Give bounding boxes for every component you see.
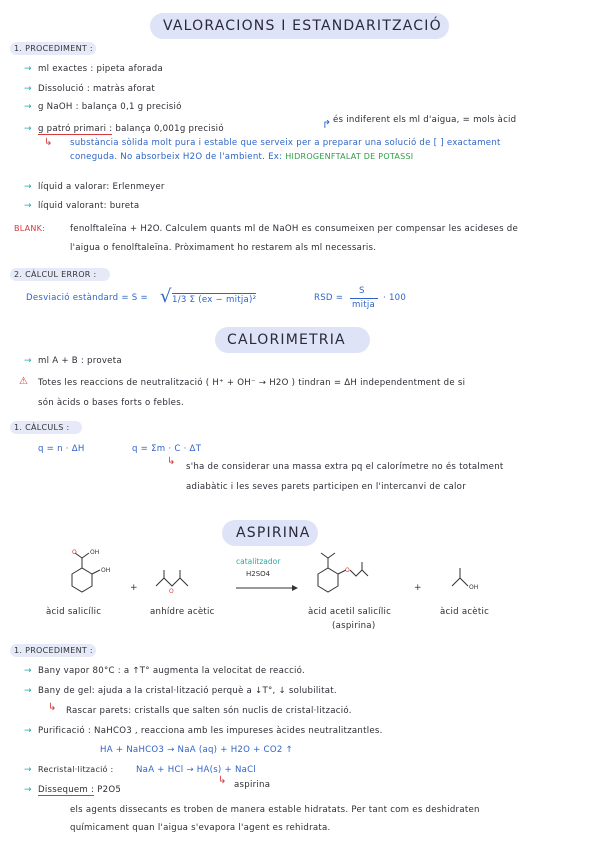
- arrow-right-icon: →: [24, 64, 32, 74]
- sub-item: Rascar parets: cristalls que salten són nuclis de cristal·lització.: [66, 706, 352, 716]
- note-line: els agents dissecants es troben de manera estable hidratats. Per tant com es deshidraten: [70, 805, 480, 815]
- blank-label: BLANK:: [14, 224, 46, 233]
- side-note: és indiferent els ml d'aigua, = mols àcid: [333, 115, 517, 125]
- list-item: líquid a valorar: Erlenmeyer: [38, 182, 165, 192]
- reaction-scheme: [0, 548, 599, 614]
- page-title-aspirina: ASPIRINA: [236, 525, 311, 541]
- warning-icon: ⚠: [19, 376, 28, 387]
- list-item: ml A + B : proveta: [38, 356, 122, 366]
- blank-text: l'aigua o fenolftaleïna. Pròximament ho restarem als ml necessaris.: [70, 243, 377, 253]
- blank-text: fenolftaleïna + H2O. Calculem quants ml de NaOH es consumeixen per compensar les acideses de: [70, 224, 519, 234]
- fraction-bar: [350, 298, 378, 299]
- hook-arrow-icon: ↳: [44, 137, 53, 148]
- rsd-numerator: S: [359, 286, 365, 296]
- arrow-right-icon: →: [24, 124, 32, 134]
- note-line: s'ha de considerar una massa extra pq el calorímetre no és totalment: [186, 462, 504, 472]
- list-item: ml exactes : pipeta aforada: [38, 64, 163, 74]
- list-item: líquid valorant: bureta: [38, 201, 140, 211]
- note-line: són àcids o bases forts o febles.: [38, 398, 184, 408]
- arrow-right-icon: →: [24, 726, 32, 736]
- product-label: àcid acetil salicílic: [308, 607, 392, 617]
- page-title-valoracions: VALORACIONS I ESTANDARITZACIÓ: [163, 18, 442, 34]
- list-item: [38, 785, 121, 795]
- page-title-calorimetria: CALORIMETRIA: [227, 332, 346, 348]
- section-heading-procediment: 1. PROCEDIMENT :: [14, 44, 93, 53]
- note-line: químicament quan l'aigua s'evapora l'agent es rehidrata.: [70, 823, 331, 833]
- plus-sign: +: [414, 583, 422, 593]
- std-dev-formula: 1/3 Σ (ex − mitja)²: [172, 295, 257, 305]
- definition-text: coneguda. No absorbeix H2O de l'ambient. Ex:: [70, 152, 283, 162]
- list-item: Bany de gel: ajuda a la cristal·lització perquè a ↓T°, ↓ solubilitat.: [38, 686, 337, 696]
- arrow-right-icon: →: [24, 84, 32, 94]
- rsd-label: RSD =: [314, 293, 344, 303]
- definition-example: HIDROGENFTALAT DE POTASSI: [285, 152, 414, 161]
- arrow-right-icon: →: [24, 102, 32, 112]
- patro-primari-label: g patró primari :: [38, 124, 113, 134]
- oh-label: OH: [469, 584, 479, 591]
- patro-primari-value: balança 0,001g precisió: [115, 124, 224, 134]
- definition-line: [70, 152, 413, 162]
- hook-arrow-icon: ↱: [322, 118, 332, 131]
- arrow-right-icon: →: [24, 666, 32, 676]
- sqrt-icon: √: [160, 286, 172, 307]
- arrow-right-icon: →: [24, 356, 32, 366]
- oh-label: OH: [90, 549, 100, 556]
- acetic-acid-structure: [452, 568, 468, 586]
- product-label: àcid acètic: [440, 607, 490, 617]
- reactant-label: anhídre acètic: [150, 607, 215, 617]
- arrow-right-icon: →: [24, 785, 32, 795]
- note-line: adiabàtic i les seves parets participen en l'intercanvi de calor: [186, 482, 466, 492]
- dissequem-value: P2O5: [97, 785, 122, 795]
- h2so4-label: H2SO4: [246, 570, 271, 578]
- arrow-right-icon: →: [24, 182, 32, 192]
- rsd-tail: · 100: [383, 293, 407, 303]
- plus-sign: +: [130, 583, 138, 593]
- aspirin-structure: [318, 553, 368, 592]
- sub-item: aspirina: [234, 780, 271, 790]
- rsd-denominator: mitja: [352, 300, 376, 310]
- list-item-patro: [38, 124, 224, 134]
- list-item: Dissolució : matràs aforat: [38, 84, 156, 94]
- formula-q2: q = Σm · C · ΔT: [132, 444, 202, 454]
- hook-arrow-icon: ↳: [167, 456, 176, 467]
- formula-q1: q = n · ΔH: [38, 444, 85, 454]
- equation: HA + NaHCO3 → NaA (aq) + H2O + CO2 ↑: [100, 745, 293, 755]
- list-item: g NaOH : balança 0,1 g precisió: [38, 102, 182, 112]
- section-heading-calculs: 1. CÀLCULS :: [14, 423, 70, 432]
- arrow-right-icon: →: [24, 201, 32, 211]
- oh-label: OH: [101, 567, 111, 574]
- dissequem-label: Dissequem :: [38, 785, 95, 795]
- acetic-anhydride-structure: [156, 570, 188, 586]
- reactant-label: àcid salicílic: [46, 607, 102, 617]
- o-label: O: [345, 567, 350, 574]
- o-label: O: [169, 588, 174, 595]
- salicylic-acid-structure: [72, 553, 100, 592]
- equation: NaA + HCl → HA(s) + NaCl: [136, 765, 257, 775]
- section-heading-procediment: 1. PROCEDIMENT :: [14, 646, 93, 655]
- list-item: Bany vapor 80°C : a ↑T° augmenta la velocitat de reacció.: [38, 666, 306, 676]
- hook-arrow-icon: ↳: [48, 702, 57, 713]
- product-label: (aspirina): [332, 621, 376, 631]
- section-heading-calcul-error: 2. CÀLCUL ERROR :: [14, 270, 97, 279]
- list-item: Recristal·lització :: [38, 765, 114, 774]
- definition-line: substància sòlida molt pura i estable que serveix per a preparar una solució de [ ] exactament: [70, 138, 501, 148]
- o-label: O: [72, 549, 77, 556]
- catalyst-label: catalitzador: [236, 557, 281, 566]
- arrow-right-icon: →: [24, 686, 32, 696]
- arrow-right-icon: →: [24, 765, 32, 775]
- std-dev-label: Desviació estàndard = S =: [26, 293, 148, 303]
- list-item: Purificació : NaHCO3 , reacciona amb les impureses àcides neutralitzantles.: [38, 726, 383, 736]
- hook-arrow-icon: ↳: [218, 775, 227, 786]
- note-line: Totes les reaccions de neutralització ( H⁺ + OH⁻ → H2O ) tindran = ΔH independentment de si: [38, 378, 466, 388]
